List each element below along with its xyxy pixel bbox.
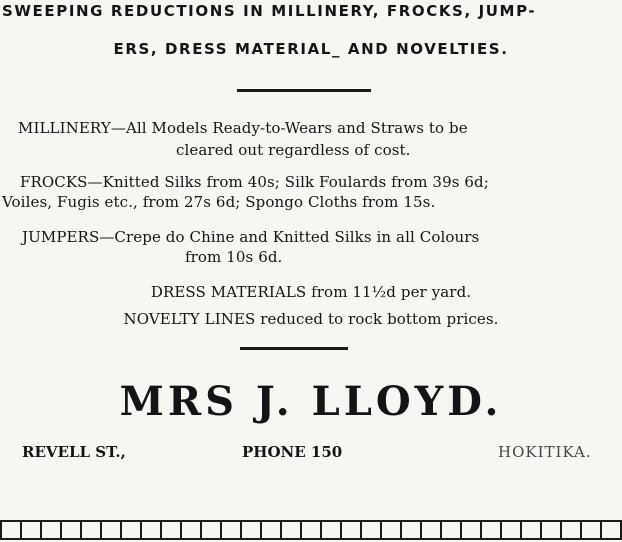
advertiser-town: HOKITIKA. [498, 443, 592, 461]
decorative-border [0, 520, 622, 540]
headline-line-1: SWEEPING REDUCTIONS IN MILLINERY, FROCKS, JUMP- [2, 2, 537, 20]
headline-line-2: ERS, DRESS MATERIAL_ AND NOVELTIES. [113, 40, 509, 58]
divider-rule-top [237, 89, 371, 92]
advertiser-name: MRS J. LLOYD. [119, 378, 503, 425]
divider-rule-bottom [240, 347, 348, 350]
millinery-line-2: cleared out regardless of cost. [176, 141, 411, 159]
novelty-lines-line: NOVELTY LINES reduced to rock bottom prices. [123, 310, 499, 328]
dress-materials-line: DRESS MATERIALS from 11½d per yard. [150, 283, 472, 301]
millinery-line-1: MILLINERY—All Models Ready-to-Wears and Straws to be [18, 119, 468, 137]
advertiser-street: REVELL ST., [22, 443, 126, 461]
advertiser-phone: PHONE 150 [242, 443, 343, 461]
frocks-line-2: Voiles, Fugis etc., from 27s 6d; Spongo Cloths from 15s. [2, 193, 436, 211]
jumpers-line-2: from 10s 6d. [185, 248, 283, 266]
jumpers-line-1: JUMPERS—Crepe do Chine and Knitted Silks in all Colours [22, 228, 480, 246]
frocks-line-1: FROCKS—Knitted Silks from 40s; Silk Foulards from 39s 6d; [20, 173, 489, 191]
